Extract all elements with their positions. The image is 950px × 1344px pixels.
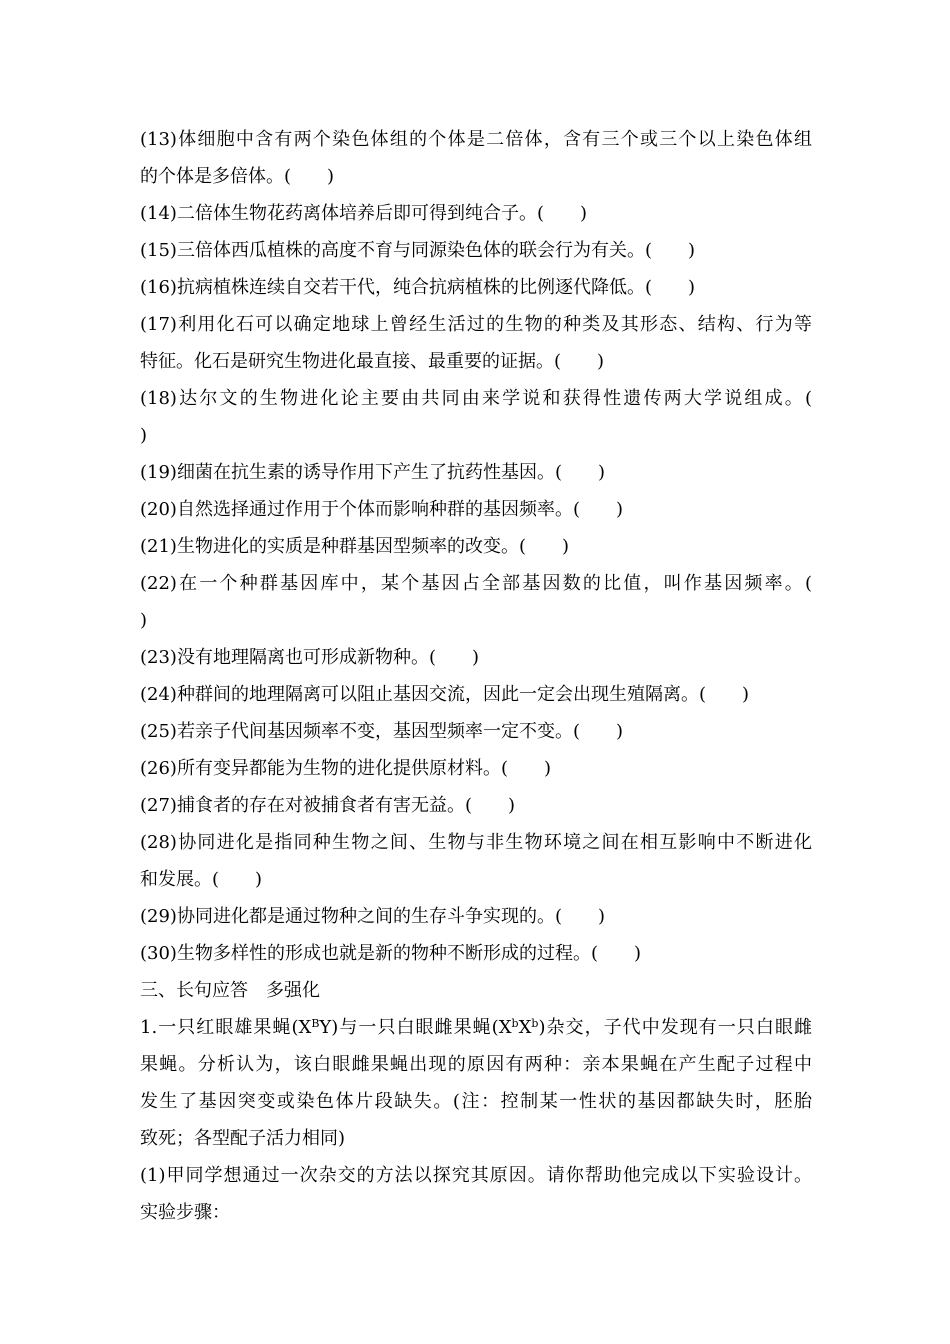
item-22-line-1: (22)在一个种群基因库中，某个基因占全部基因数的比值，叫作基因频率。( — [140, 573, 812, 594]
item-16: (16)抗病植株连续自交若干代，纯合抗病植株的比例逐代降低。( ) — [140, 277, 695, 298]
item-13-line-2: 的个体是多倍体。( ) — [140, 166, 335, 187]
item-30: (30)生物多样性的形成也就是新的物种不断形成的过程。( ) — [140, 943, 641, 964]
item-27: (27)捕食者的存在对被捕食者有害无益。( ) — [140, 795, 515, 816]
q1-sup-b1: b — [511, 1017, 519, 1030]
q1-line-3: 发生了基因突变或染色体片段缺失。(注：控制某一性状的基因都缺失时，胚胎 — [140, 1091, 812, 1112]
item-28-line-2: 和发展。( ) — [140, 869, 263, 890]
item-22-line-2: ) — [140, 610, 148, 631]
item-26: (26)所有变异都能为生物的进化提供原材料。( ) — [140, 758, 551, 779]
q1-line-4: 致死；各型配子活力相同) — [140, 1128, 346, 1149]
item-25: (25)若亲子代间基因频率不变，基因型频率一定不变。( ) — [140, 721, 623, 742]
item-21: (21)生物进化的实质是种群基因型频率的改变。( ) — [140, 536, 569, 557]
item-20: (20)自然选择通过作用于个体而影响种群的基因频率。( ) — [140, 499, 623, 520]
item-28-line-1: (28)协同进化是指同种生物之间、生物与非生物环境之间在相互影响中不断进化 — [140, 832, 812, 853]
item-29: (29)协同进化都是通过物种之间的生存斗争实现的。( ) — [140, 906, 605, 927]
q1-text-a: 1.一只红眼雄果蝇(X — [140, 1017, 312, 1038]
q1-text-d: )杂交，子代中发现有一只白眼雌 — [538, 1017, 812, 1038]
q1-sup-b2: b — [531, 1017, 539, 1030]
q1-text-c: X — [518, 1017, 532, 1038]
item-18-line-1: (18)达尔文的生物进化论主要由共同由来学说和获得性遗传两大学说组成。( — [140, 388, 812, 409]
q1-line-2: 果蝇。分析认为，该白眼雌果蝇出现的原因有两种：亲本果蝇在产生配子过程中 — [140, 1054, 812, 1075]
item-18-line-2: ) — [140, 425, 148, 446]
item-13-line-1: (13)体细胞中含有两个染色体组的个体是二倍体，含有三个或三个以上染色体组 — [140, 129, 812, 150]
item-14: (14)二倍体生物花药离体培养后即可得到纯合子。( ) — [140, 203, 587, 224]
q1-sup-B: B — [311, 1017, 320, 1030]
section-heading: 三、长句应答 多强化 — [140, 980, 320, 1001]
steps-label: 实验步骤： — [140, 1202, 230, 1223]
q1-line-1 — [140, 1009, 812, 1046]
sub-question-1: (1)甲同学想通过一次杂交的方法以探究其原因。请你帮助他完成以下实验设计。 — [140, 1165, 812, 1186]
item-15: (15)三倍体西瓜植株的高度不育与同源染色体的联会行为有关。( ) — [140, 240, 695, 261]
item-23: (23)没有地理隔离也可形成新物种。( ) — [140, 647, 479, 668]
item-19: (19)细菌在抗生素的诱导作用下产生了抗药性基因。( ) — [140, 462, 605, 483]
item-17-line-1: (17)利用化石可以确定地球上曾经生活过的生物的种类及其形态、结构、行为等 — [140, 314, 812, 335]
item-17-line-2: 特征。化石是研究生物进化最直接、最重要的证据。( ) — [140, 351, 605, 372]
item-24: (24)种群间的地理隔离可以阻止基因交流，因此一定会出现生殖隔离。( ) — [140, 684, 749, 705]
q1-text-b: Y)与一只白眼雌果蝇(X — [319, 1017, 512, 1038]
document-page — [140, 121, 812, 1231]
